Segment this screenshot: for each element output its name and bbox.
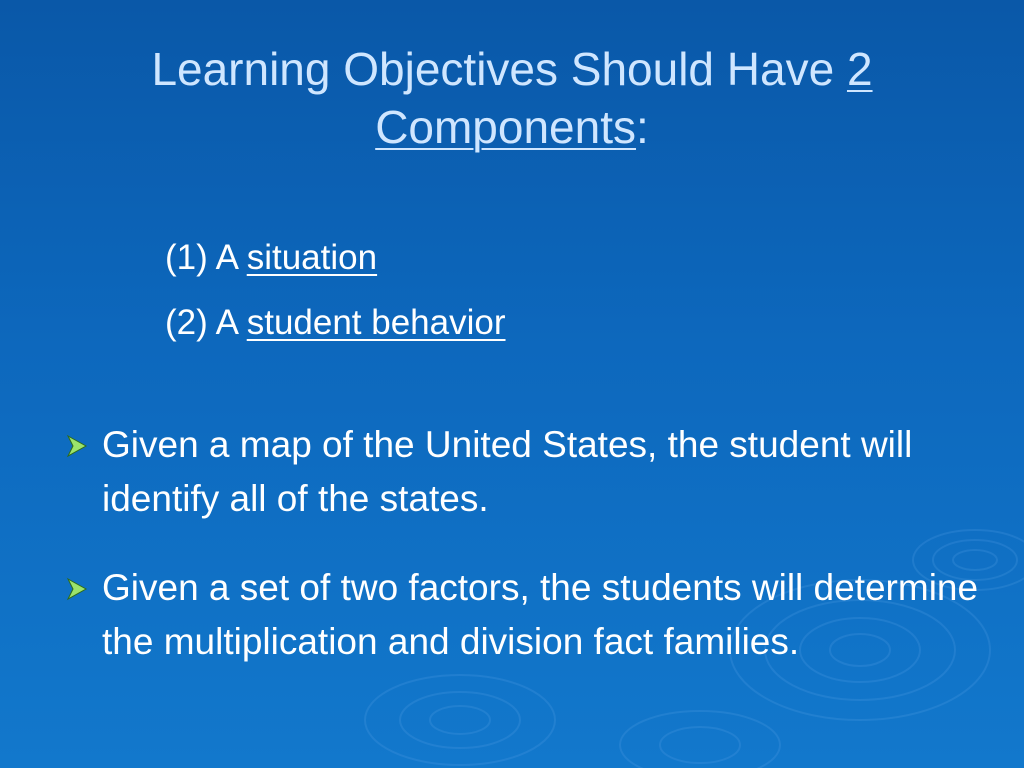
- bullet-item: [60, 418, 990, 526]
- component-prefix: (2) A: [165, 303, 247, 342]
- arrow-bullet-icon: [64, 576, 90, 602]
- title-components-word: Components: [375, 101, 637, 153]
- component-term: student behavior: [246, 303, 506, 342]
- title-text: Learning Objectives Should Have: [151, 43, 847, 95]
- slide-title: [0, 40, 1024, 156]
- bullet-text: Given a set of two factors, the students will determine the multiplication and division fact families.: [102, 567, 979, 662]
- title-number: 2: [846, 43, 873, 95]
- component-prefix: (1) A: [165, 238, 247, 277]
- component-term: situation: [246, 238, 378, 277]
- component-item: [165, 225, 506, 290]
- example-bullets: [60, 418, 990, 704]
- components-list: [165, 225, 506, 355]
- bullet-text: Given a map of the United States, the student will identify all of the states.: [102, 424, 913, 519]
- arrow-bullet-icon: [64, 433, 90, 459]
- bullet-item: [60, 561, 990, 669]
- title-colon: :: [636, 101, 649, 153]
- component-item: [165, 290, 506, 355]
